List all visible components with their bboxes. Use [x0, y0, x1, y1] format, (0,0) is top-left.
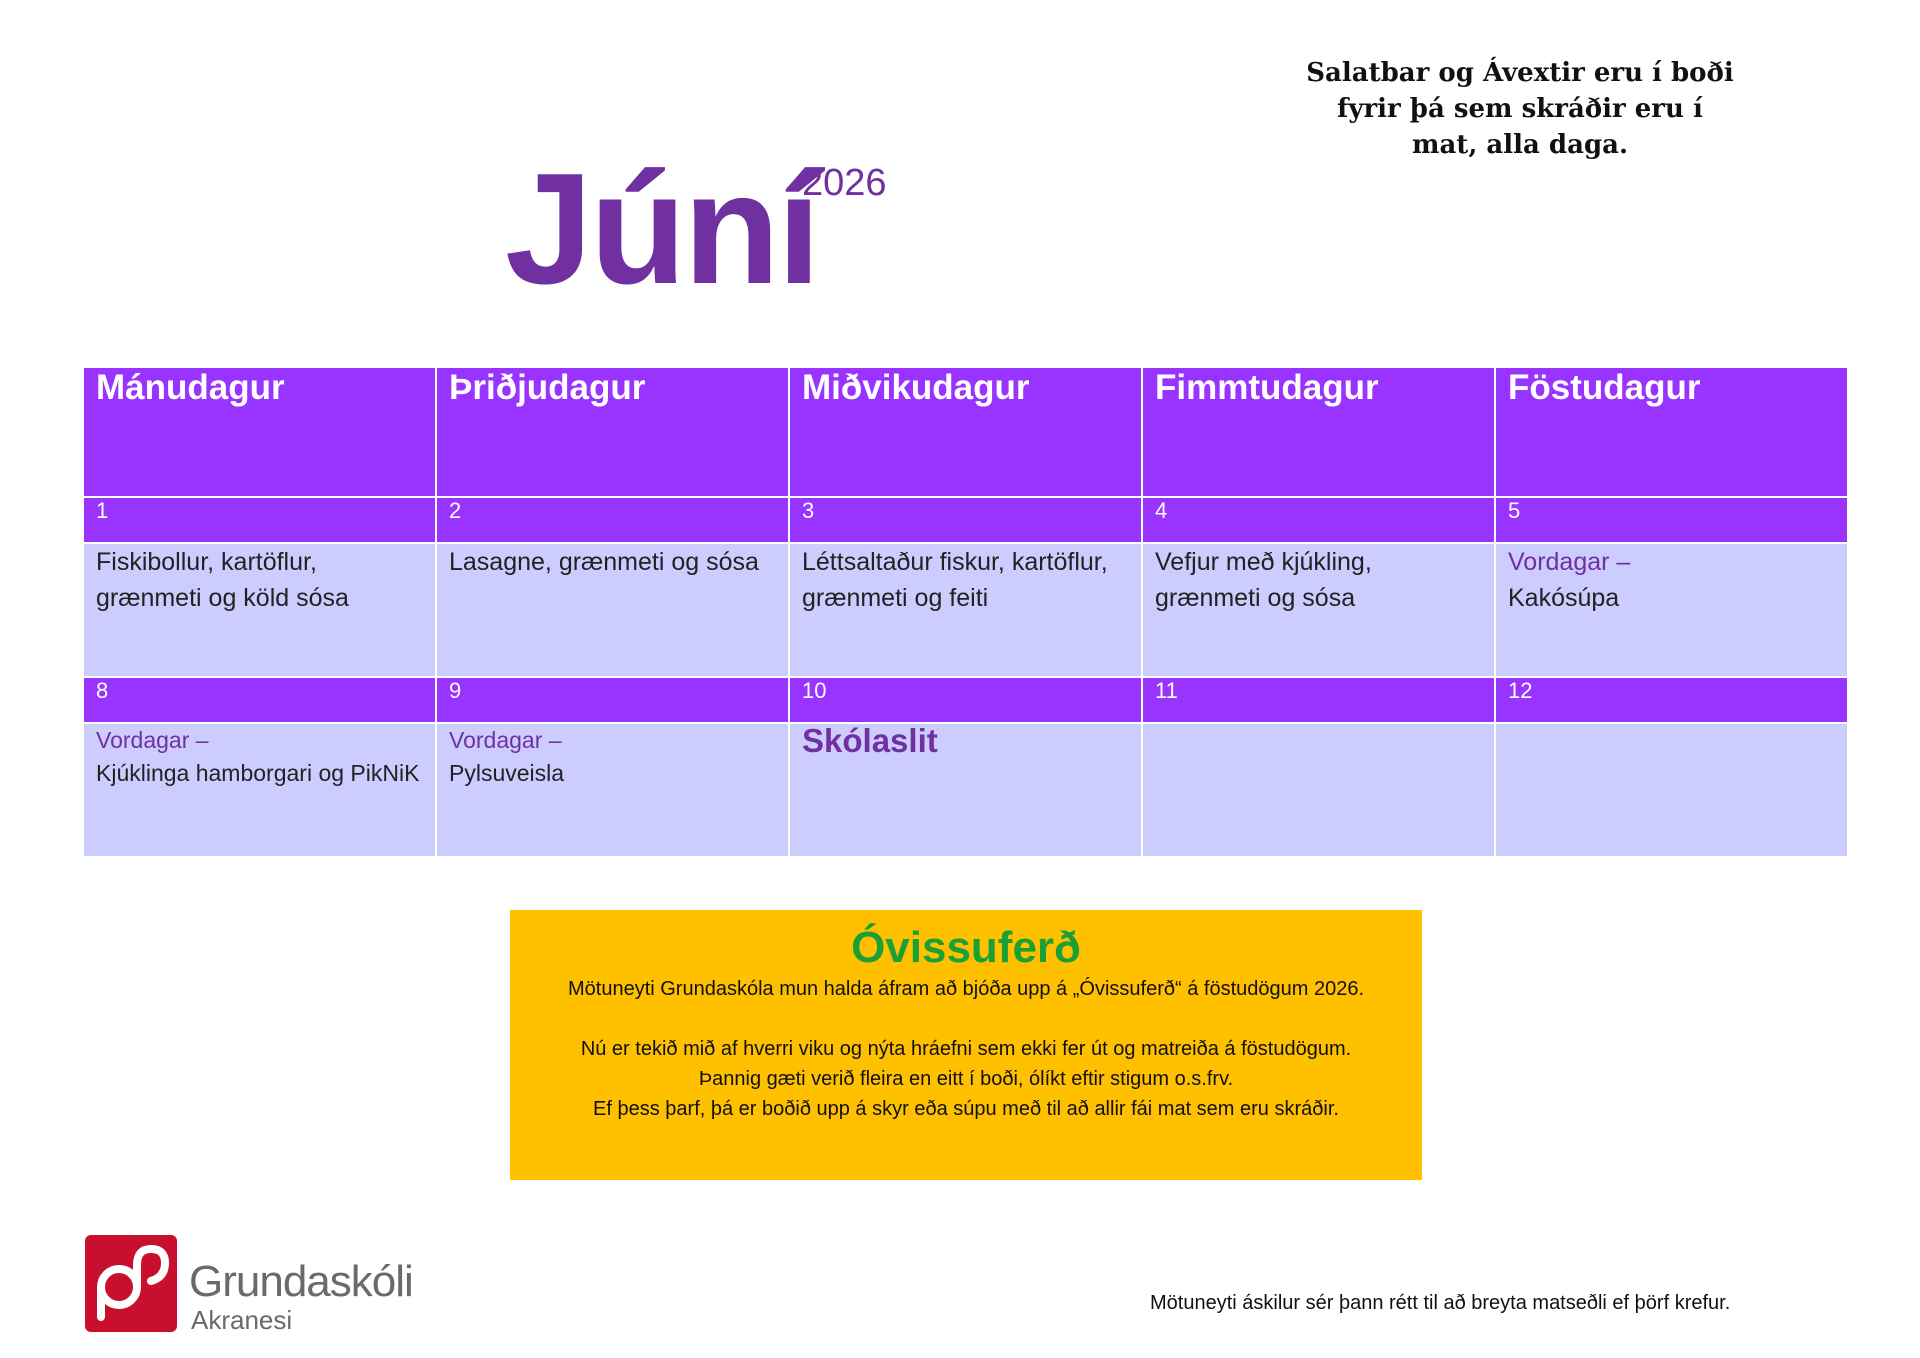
meal-cell-empty — [1495, 723, 1848, 857]
year-label: 2026 — [802, 162, 887, 204]
surprise-intro: Mötuneyti Grundaskóla mun halda áfram að bjóða upp á „Óvissuferð“ á föstudögum 2026. — [567, 978, 1364, 1000]
date-number: 10 — [789, 677, 1142, 723]
logo-place: Akranesi — [191, 1305, 293, 1335]
meal-cell — [436, 543, 789, 677]
meal-text: Kakósúpa — [1508, 584, 1620, 612]
weekday-wednesday: Miðvikudagur — [789, 367, 1142, 497]
weekday-friday: Föstudagur — [1495, 367, 1848, 497]
date-number: 4 — [1142, 497, 1495, 543]
meal-text: Vefjur með kjúkling, — [1155, 548, 1372, 576]
week2-date-row — [83, 677, 1848, 723]
vordagar-tag: Vordagar – — [96, 727, 209, 753]
meal-cell — [1495, 543, 1848, 677]
date-number: 8 — [83, 677, 436, 723]
vordagar-tag: Vordagar – — [1508, 548, 1631, 576]
school-closing-label: Skólaslit — [802, 722, 938, 759]
surprise-heading: Óvissuferð — [851, 923, 1081, 972]
meal-text: grænmeti og feiti — [802, 584, 989, 612]
salad-bar-note — [1290, 55, 1750, 163]
school-logo — [85, 1235, 415, 1335]
meal-cell — [83, 723, 436, 857]
meal-cell — [1142, 543, 1495, 677]
meal-cell — [83, 543, 436, 677]
surprise-line: Þannig gæti verið fleira en eitt í boði, ólíkt eftir stigum o.s.frv. — [698, 1068, 1234, 1090]
weekday-thursday: Fimmtudagur — [1142, 367, 1495, 497]
note-line: Salatbar og Ávextir eru í boði — [1306, 58, 1734, 88]
menu-calendar — [82, 366, 1849, 858]
vordagar-tag: Vordagar – — [449, 727, 562, 753]
surprise-line: Ef þess þarf, þá er boðið upp á skyr eða súpu með til að allir fái mat sem eru skráðir. — [593, 1098, 1339, 1120]
logo-mark-icon — [85, 1235, 177, 1332]
month-title: Júní — [505, 141, 818, 317]
logo-name: Grundaskóli — [189, 1257, 413, 1306]
menu-disclaimer: Mötuneyti áskilur sér þann rétt til að breyta matseðli ef þörf krefur. — [1150, 1292, 1731, 1314]
weekday-tuesday: Þriðjudagur — [436, 367, 789, 497]
meal-text: grænmeti og köld sósa — [96, 584, 349, 612]
weekday-header-row — [83, 367, 1848, 497]
week2-meal-row — [83, 723, 1848, 857]
date-number: 5 — [1495, 497, 1848, 543]
meal-text: Lasagne, grænmeti og sósa — [449, 548, 759, 576]
date-number: 2 — [436, 497, 789, 543]
date-number: 9 — [436, 677, 789, 723]
date-number: 1 — [83, 497, 436, 543]
date-number: 11 — [1142, 677, 1495, 723]
note-line: mat, alla daga. — [1411, 130, 1629, 160]
meal-cell — [436, 723, 789, 857]
meal-cell — [789, 723, 1142, 857]
surprise-trip-box — [510, 910, 1422, 1180]
weekday-monday: Mánudagur — [83, 367, 436, 497]
meal-text: Fiskibollur, kartöflur, — [96, 548, 317, 576]
week1-meal-row — [83, 543, 1848, 677]
meal-cell-empty — [1142, 723, 1495, 857]
note-line: fyrir þá sem skráðir eru í — [1337, 94, 1703, 124]
date-number: 3 — [789, 497, 1142, 543]
meal-cell — [789, 543, 1142, 677]
surprise-line: Nú er tekið mið af hverri viku og nýta hráefni sem ekki fer út og matreiða á föstudögum. — [580, 1038, 1352, 1060]
meal-text: grænmeti og sósa — [1155, 584, 1356, 612]
meal-text: Kjúklinga hamborgari og PikNiK — [96, 760, 420, 786]
week1-date-row — [83, 497, 1848, 543]
meal-text: Léttsaltaður fiskur, kartöflur, — [802, 548, 1108, 576]
meal-text: Pylsuveisla — [449, 760, 565, 786]
date-number: 12 — [1495, 677, 1848, 723]
